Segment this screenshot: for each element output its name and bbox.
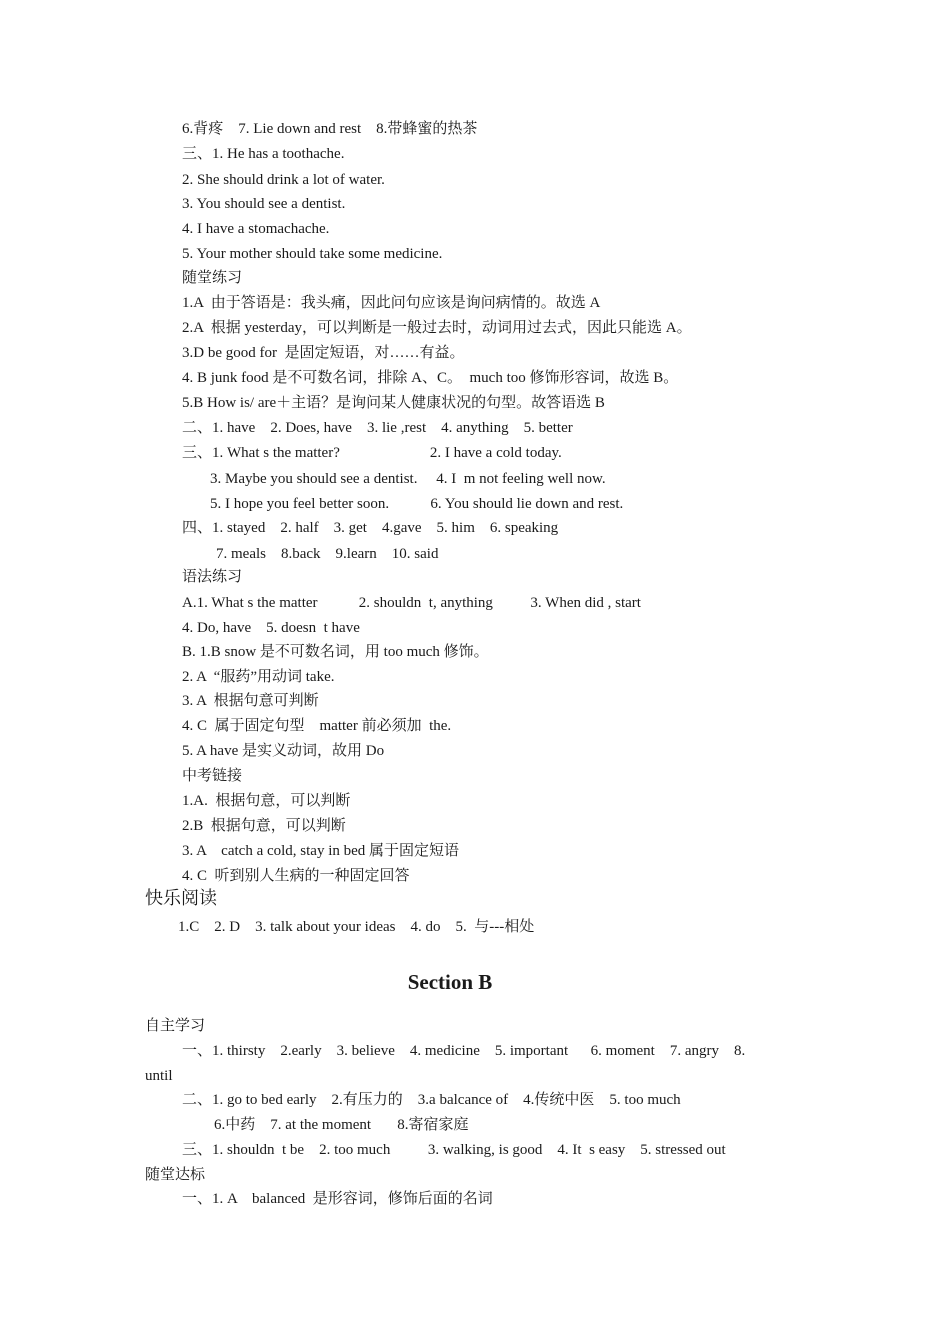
section-label: 语法练习 <box>182 569 243 585</box>
text-line: 7. meals 8.back 9.learn 10. said <box>216 546 439 562</box>
text-line: 1.A 由于答语是：我头痛，因此问句应该是询问病情的。故选 A <box>182 295 601 311</box>
text-line: 四、1. stayed 2. half 3. get 4.gave 5. him 6. speaking <box>182 520 559 536</box>
text-line: 二、1. go to bed early 2.有压力的 3.a balcance of 4.传统中医 5. too much <box>182 1092 681 1108</box>
text-line: 4. I have a stomachache. <box>182 221 330 237</box>
text-line: 6.中药 7. at the moment 8.寄宿家庭 <box>214 1117 469 1133</box>
text-line: 二、1. have 2. Does, have 3. lie ,rest 4. anything 5. better <box>182 420 573 436</box>
section-label: 快乐阅读 <box>145 888 217 908</box>
text-line: 4. C 属于固定句型 matter 前必须加 the. <box>182 718 452 734</box>
text-line: A.1. What s the matter 2. shouldn t, anything 3. When did , start <box>182 595 641 611</box>
text-line: 4. B junk food 是不可数名词，排除 A、C。 much too 修饰形容词，故选 B。 <box>182 370 679 386</box>
section-label: 中考链接 <box>182 768 243 784</box>
section-label: 自主学习 <box>145 1018 206 1034</box>
text-line: B. 1.B snow 是不可数名词，用 too much 修饰。 <box>182 644 489 660</box>
text-line: 3. You should see a dentist. <box>182 196 346 212</box>
text-line: 2. She should drink a lot of water. <box>182 172 385 188</box>
section-label: 随堂练习 <box>182 270 243 286</box>
text-line: 三、1. What s the matter? 2. I have a cold today. <box>182 445 562 461</box>
text-line: 1.A. 根据句意，可以判断 <box>182 793 351 809</box>
text-line: 3. A catch a cold, stay in bed 属于固定短语 <box>182 843 460 859</box>
text-line: 一、1. A balanced 是形容词，修饰后面的名词 <box>182 1191 493 1207</box>
text-line: 5. I hope you feel better soon. 6. You should lie down and rest. <box>210 496 624 512</box>
text-line: 3. A 根据句意可判断 <box>182 693 319 709</box>
text-line: 5. Your mother should take some medicine. <box>182 246 443 262</box>
section-label: 随堂达标 <box>145 1167 206 1183</box>
text-line: 一、1. thirsty 2.early 3. believe 4. medicine 5. important 6. moment 7. angry 8. <box>182 1043 746 1059</box>
text-line: 2.A 根据 yesterday，可以判断是一般过去时，动词用过去式，因此只能选 A。 <box>182 320 692 336</box>
section-heading: Section B <box>407 970 493 994</box>
text-line: 三、1. shouldn t be 2. too much 3. walking, is good 4. It s easy 5. stressed out <box>182 1142 726 1158</box>
text-line: 6.背疼 7. Lie down and rest 8.带蜂蜜的热茶 <box>182 121 478 137</box>
text-line: 1.C 2. D 3. talk about your ideas 4. do 5. 与---相处 <box>178 919 535 935</box>
text-line: 4. Do, have 5. doesn t have <box>182 620 360 636</box>
text-line: 3.D be good for 是固定短语，对……有益。 <box>182 345 465 361</box>
text-line: 3. Maybe you should see a dentist. 4. I m not feeling well now. <box>210 471 606 487</box>
text-line: 三、1. He has a toothache. <box>182 146 345 162</box>
text-line: 5.B How is/ are＋主语？是询问某人健康状况的句型。故答语选 B <box>182 395 605 411</box>
text-line: 5. A have 是实义动词，故用 Do <box>182 743 385 759</box>
text-line: 4. C 听到别人生病的一种固定回答 <box>182 868 410 884</box>
text-line: 2.B 根据句意，可以判断 <box>182 818 346 834</box>
text-line: until <box>145 1068 173 1084</box>
text-line: 2. A “服药”用动词 take. <box>182 669 335 685</box>
